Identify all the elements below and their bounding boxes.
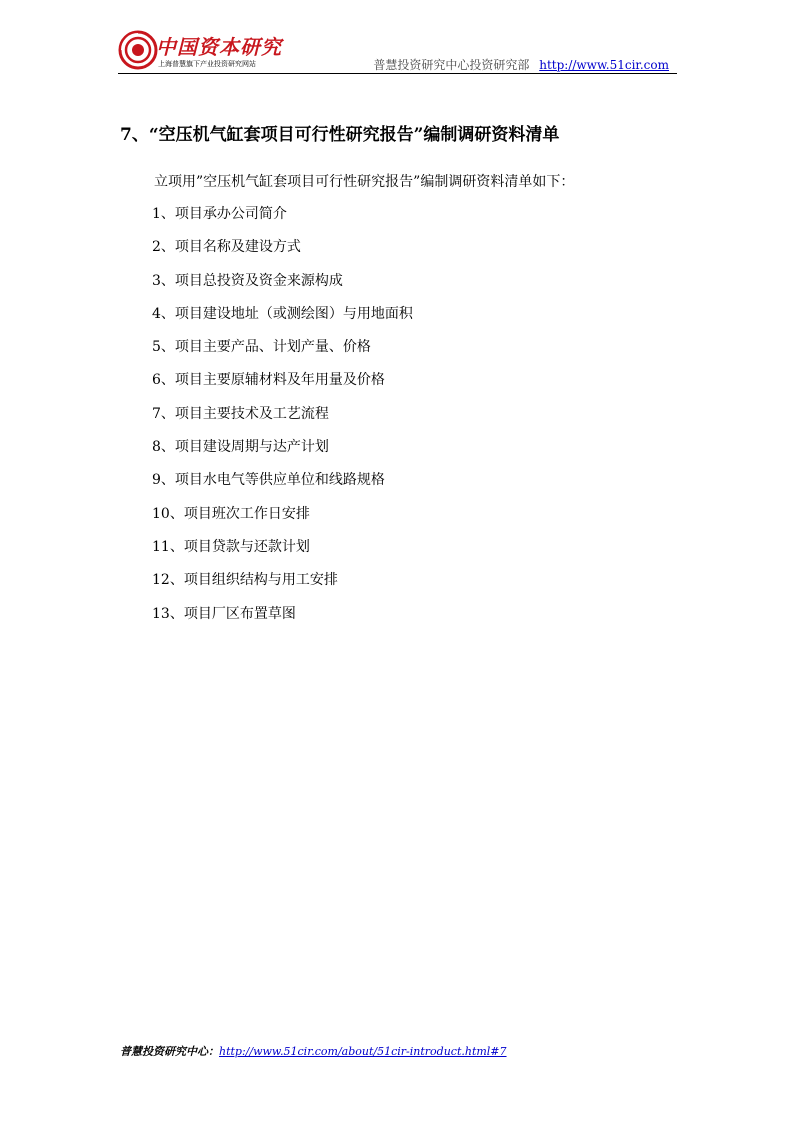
logo-swirl-icon [118, 30, 158, 70]
logo-subtitle: 上海普慧旗下产业投资研究网站 [158, 60, 256, 68]
list-item: 8、项目建设周期与达产计划 [152, 439, 329, 456]
list-item: 4、项目建设地址（或测绘图）与用地面积 [152, 305, 413, 322]
header-org-name: 普慧投资研究中心投资研究部 [373, 58, 530, 72]
footer-org-label: 普慧投资研究中心： [120, 1045, 219, 1058]
list-item: 5、项目主要产品、计划产量、价格 [152, 339, 371, 356]
list-item: 11、项目贷款与还款计划 [152, 538, 310, 555]
list-item: 9、项目水电气等供应单位和线路规格 [152, 472, 385, 489]
section-intro: 立项用”空压机气缸套项目可行性研究报告”编制调研资料清单如下： [154, 174, 575, 190]
logo-title: 中国资本研究 [156, 35, 282, 59]
header-divider [118, 73, 677, 74]
list-item: 10、项目班次工作日安排 [152, 505, 310, 522]
list-item: 12、项目组织结构与用工安排 [152, 572, 338, 589]
list-item: 2、项目名称及建设方式 [152, 239, 301, 256]
page-header [118, 28, 677, 74]
list-item: 3、项目总投资及资金来源构成 [152, 272, 343, 289]
list-item: 13、项目厂区布置草图 [152, 605, 296, 622]
footer-url-link[interactable]: http://www.51cir.com/about/51cir-introduct.html#7 [219, 1045, 507, 1058]
header-url-link[interactable]: http://www.51cir.com [539, 58, 669, 72]
materials-list [152, 205, 413, 638]
list-item: 6、项目主要原辅材料及年用量及价格 [152, 372, 385, 389]
list-item: 1、项目承办公司简介 [152, 206, 287, 222]
list-item: 7、项目主要技术及工艺流程 [152, 405, 329, 422]
section-title: 7、“空压机气缸套项目可行性研究报告”编制调研资料清单 [120, 125, 560, 145]
page-footer [120, 1043, 507, 1059]
logo[interactable] [118, 30, 288, 72]
header-info [373, 56, 669, 73]
